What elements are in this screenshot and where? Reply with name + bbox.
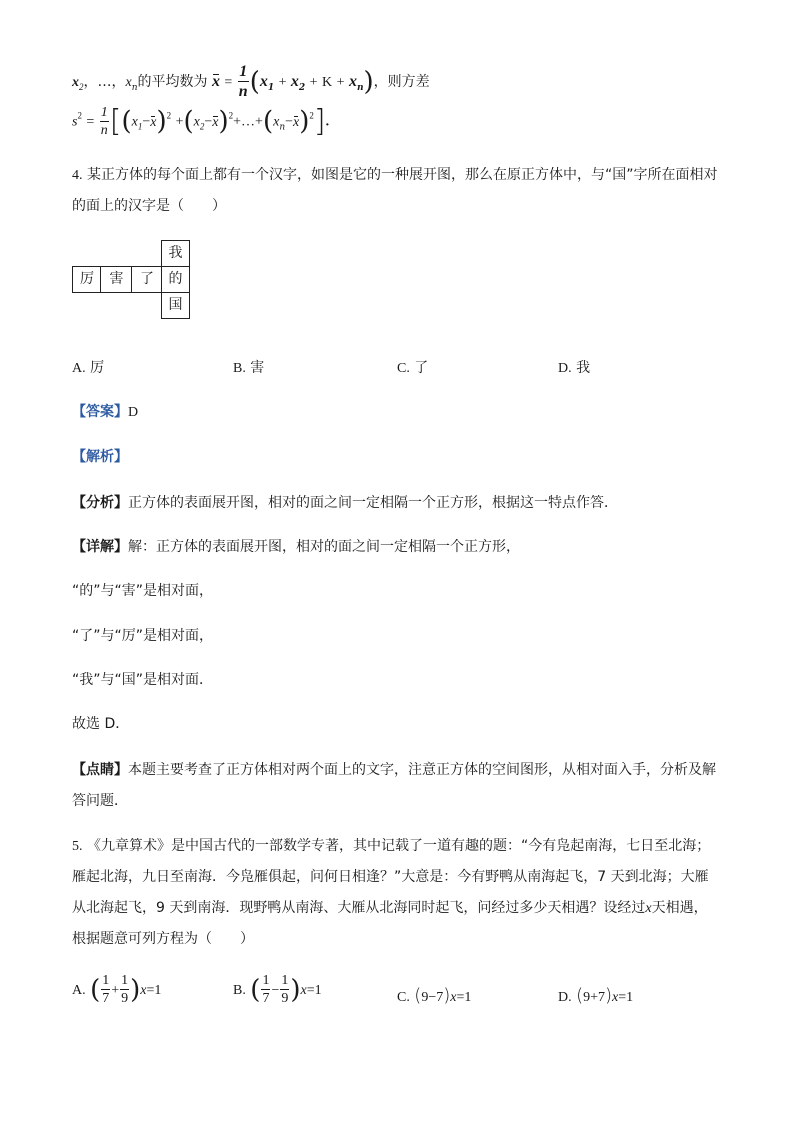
var-x2: x xyxy=(72,75,79,90)
net-cell-top: 我 xyxy=(161,240,190,267)
q5-option-d[interactable]: D. (9+7)x=1 xyxy=(558,985,634,1006)
q5-option-b[interactable]: B. ( $\frac{1}{7}$ − $\frac{1}{9}$ )x=1 xyxy=(233,973,322,1006)
formula-line-1: $x_2$，…，$x_n$的平均数为 x = $\frac{1}{n}$ $(x_1 + x_2 + K + x_n)$，则方差 xyxy=(72,63,430,100)
mean-symbol: x xyxy=(211,73,220,90)
fenxi-line: 【分析】正方体的表面展开图，相对的面之间一定相隔一个正方形，根据这一特点作答． xyxy=(72,495,618,511)
net-cell-bottom: 国 xyxy=(161,292,190,319)
q5-line-1: 5. 《九章算术》是中国古代的一部数学专著，其中记载了一道有趣的题：“今有凫起南海，七日至北海； xyxy=(72,838,711,854)
q5-option-c[interactable]: C. (9−7)x=1 xyxy=(397,985,472,1006)
one-over-n: $\frac{1}{n}$ xyxy=(238,63,248,100)
q4-option-a[interactable]: A. 厉 xyxy=(72,360,105,376)
net-cell-row-2: 害 xyxy=(100,266,132,293)
q5-line-3: 从北海起飞，9 天到南海．现野鸭从南海、大雁从北海同时起飞，问经过多少天相遇？设经过x天相遇， xyxy=(72,900,708,916)
q4-option-c[interactable]: C. 了 xyxy=(397,360,429,376)
analysis-heading: 【解析】 xyxy=(72,449,128,465)
net-cell-row-3: 了 xyxy=(131,266,162,293)
pair-1: “的”与“害”是相对面， xyxy=(72,583,214,599)
q5-line-2: 雁起北海，九日至南海．今凫雁俱起，问何日相逢？”大意是：今有野鸭从南海起飞，7 天到北海；大雁 xyxy=(72,869,709,885)
q4-text-line-1: 4. 某正方体的每个面上都有一个汉字，如图是它的一种展开图，那么在原正方体中，与“国”字所在面相对 xyxy=(72,167,718,183)
q4-option-b[interactable]: B. 害 xyxy=(233,360,265,376)
net-cell-row-1: 厉 xyxy=(72,266,101,293)
q5-line-4: 根据题意可列方程为（ ） xyxy=(72,931,254,947)
choose-line: 故选 D． xyxy=(72,716,130,732)
answer-line: 【答案】D xyxy=(72,404,139,420)
xiangjie-line: 【详解】解：正方体的表面展开图，相对的面之间一定相隔一个正方形， xyxy=(72,539,520,555)
variance-formula: $s^2$ = $\frac{1}{n}$ [$(x_1-x)^2$ $+(x_2-x)^2+\dots+(x_n-x)^2$]. xyxy=(72,104,330,139)
dianjing-line-1: 【点睛】本题主要考查了正方体相对两个面上的文字，注意正方体的空间图形，从相对面入手，分析及解 xyxy=(72,762,716,778)
q4-option-d[interactable]: D. 我 xyxy=(558,360,591,376)
pair-3: “我”与“国”是相对面． xyxy=(72,672,214,688)
pair-2: “了”与“厉”是相对面， xyxy=(72,628,214,644)
net-cell-row-4: 的 xyxy=(161,266,190,293)
q4-text-line-2: 的面上的汉字是（ ） xyxy=(72,198,226,214)
q5-option-a[interactable]: A. ( $\frac{1}{7}$ + $\frac{1}{9}$ )x=1 xyxy=(72,973,162,1006)
dianjing-line-2: 答问题． xyxy=(72,793,128,809)
